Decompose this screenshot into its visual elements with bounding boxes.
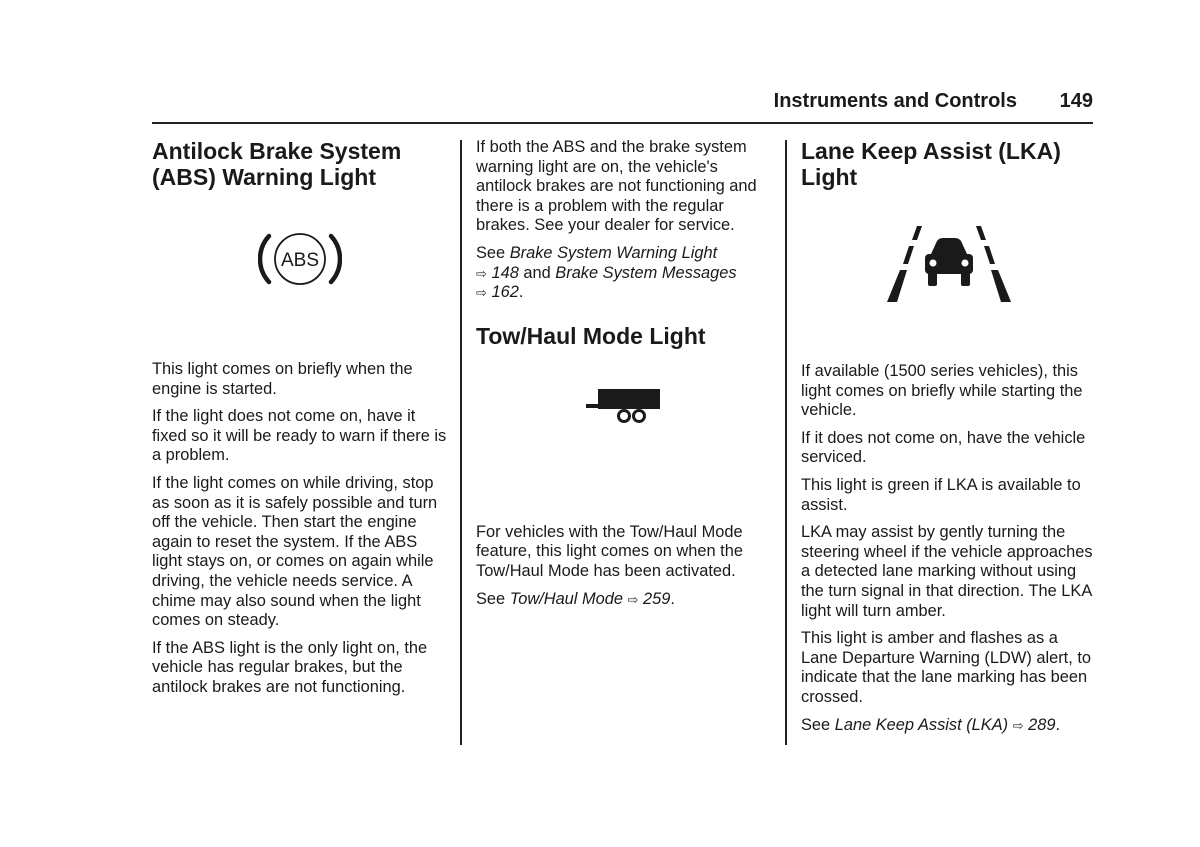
section-title: Instruments and Controls xyxy=(773,90,1017,112)
lane-keep-assist-icon xyxy=(879,224,1019,308)
column-tow-haul xyxy=(476,138,768,617)
see-also-tow-haul: See Tow/Haul Mode ⇨ 259. xyxy=(476,589,675,608)
abs-paragraph: If the light does not come on, have it fixed so it will be ready to warn if there is a problem. xyxy=(152,407,447,465)
header-divider xyxy=(152,122,1093,124)
lka-paragraph: If it does not come on, have the vehicle serviced. xyxy=(801,428,1086,467)
column-lka xyxy=(801,138,1096,743)
tow-haul-heading: Tow/Haul Mode Light xyxy=(476,322,706,349)
abs-icon-text: ABS xyxy=(280,250,319,271)
see-also-lka: See Lane Keep Assist (LKA) ⇨ 289. xyxy=(801,715,1061,734)
column-divider xyxy=(460,140,462,745)
see-also-brakes: See Brake System Warning Light ⇨ 148 and Brake System Messages ⇨ 162. xyxy=(476,243,737,302)
xref-link[interactable]: Tow/Haul Mode xyxy=(509,589,623,608)
abs-warning-icon xyxy=(258,224,342,294)
lka-icon-area xyxy=(801,224,1096,324)
lka-paragraph: This light is green if LKA is available to assist. xyxy=(801,475,1081,514)
page-header xyxy=(152,90,1093,120)
xref-link[interactable]: Lane Keep Assist (LKA) xyxy=(834,715,1009,734)
xref-arrow-icon: ⇨ xyxy=(476,285,487,301)
trailer-icon xyxy=(580,385,664,427)
abs-paragraph: This light comes on briefly when the engine is started. xyxy=(152,360,413,398)
tow-haul-paragraph: For vehicles with the Tow/Haul Mode feature, this light comes on when the Tow/Haul Mode has been activated. xyxy=(476,522,743,580)
abs-brake-intro: If both the ABS and the brake system warning light are on, the vehicle's antilock brakes are not functioning and there is a problem with the regular brakes. See your dealer for service. xyxy=(476,138,757,235)
lka-paragraph: LKA may assist by gently turning the steering wheel if the vehicle approaches a detected lane marking without using the turn signal in that direction. The LKA light will turn amber. xyxy=(801,523,1093,620)
lka-paragraph: If available (1500 series vehicles), this light comes on briefly while starting the vehicle. xyxy=(801,362,1083,420)
lka-paragraph: This light is amber and flashes as a Lane Departure Warning (LDW) alert, to indicate that the lane marking has been crossed. xyxy=(801,629,1091,706)
xref-arrow-icon: ⇨ xyxy=(627,591,639,607)
abs-paragraph: If the light comes on while driving, stop as soon as it is safely possible and turn off the vehicle. Then start the engine again to reset the system. If the ABS light stays on, or comes on again while driving, the vehicle needs service. A chime may also sound when the light comes on steady. xyxy=(152,473,438,630)
xref-page[interactable]: 162 xyxy=(491,283,519,302)
xref-page[interactable]: 148 xyxy=(491,263,519,282)
xref-link[interactable]: Brake System Warning Light xyxy=(509,243,718,262)
abs-paragraph: If the ABS light is the only light on, the vehicle has regular brakes, but the antilock brakes are not functioning. xyxy=(152,638,428,696)
xref-arrow-icon: ⇨ xyxy=(1012,717,1024,733)
xref-arrow-icon: ⇨ xyxy=(476,265,487,281)
abs-heading: Antilock Brake System (ABS) Warning Light xyxy=(152,138,402,190)
tow-haul-icon-area xyxy=(476,385,768,485)
lka-heading: Lane Keep Assist (LKA) Light xyxy=(801,138,1061,190)
xref-link[interactable]: Brake System Messages xyxy=(555,263,737,282)
xref-page[interactable]: 259 xyxy=(643,589,671,608)
column-divider xyxy=(785,140,787,745)
xref-page[interactable]: 289 xyxy=(1028,715,1056,734)
abs-icon-area xyxy=(152,224,447,324)
page-number: 149 xyxy=(1059,90,1093,112)
column-abs xyxy=(152,138,447,706)
